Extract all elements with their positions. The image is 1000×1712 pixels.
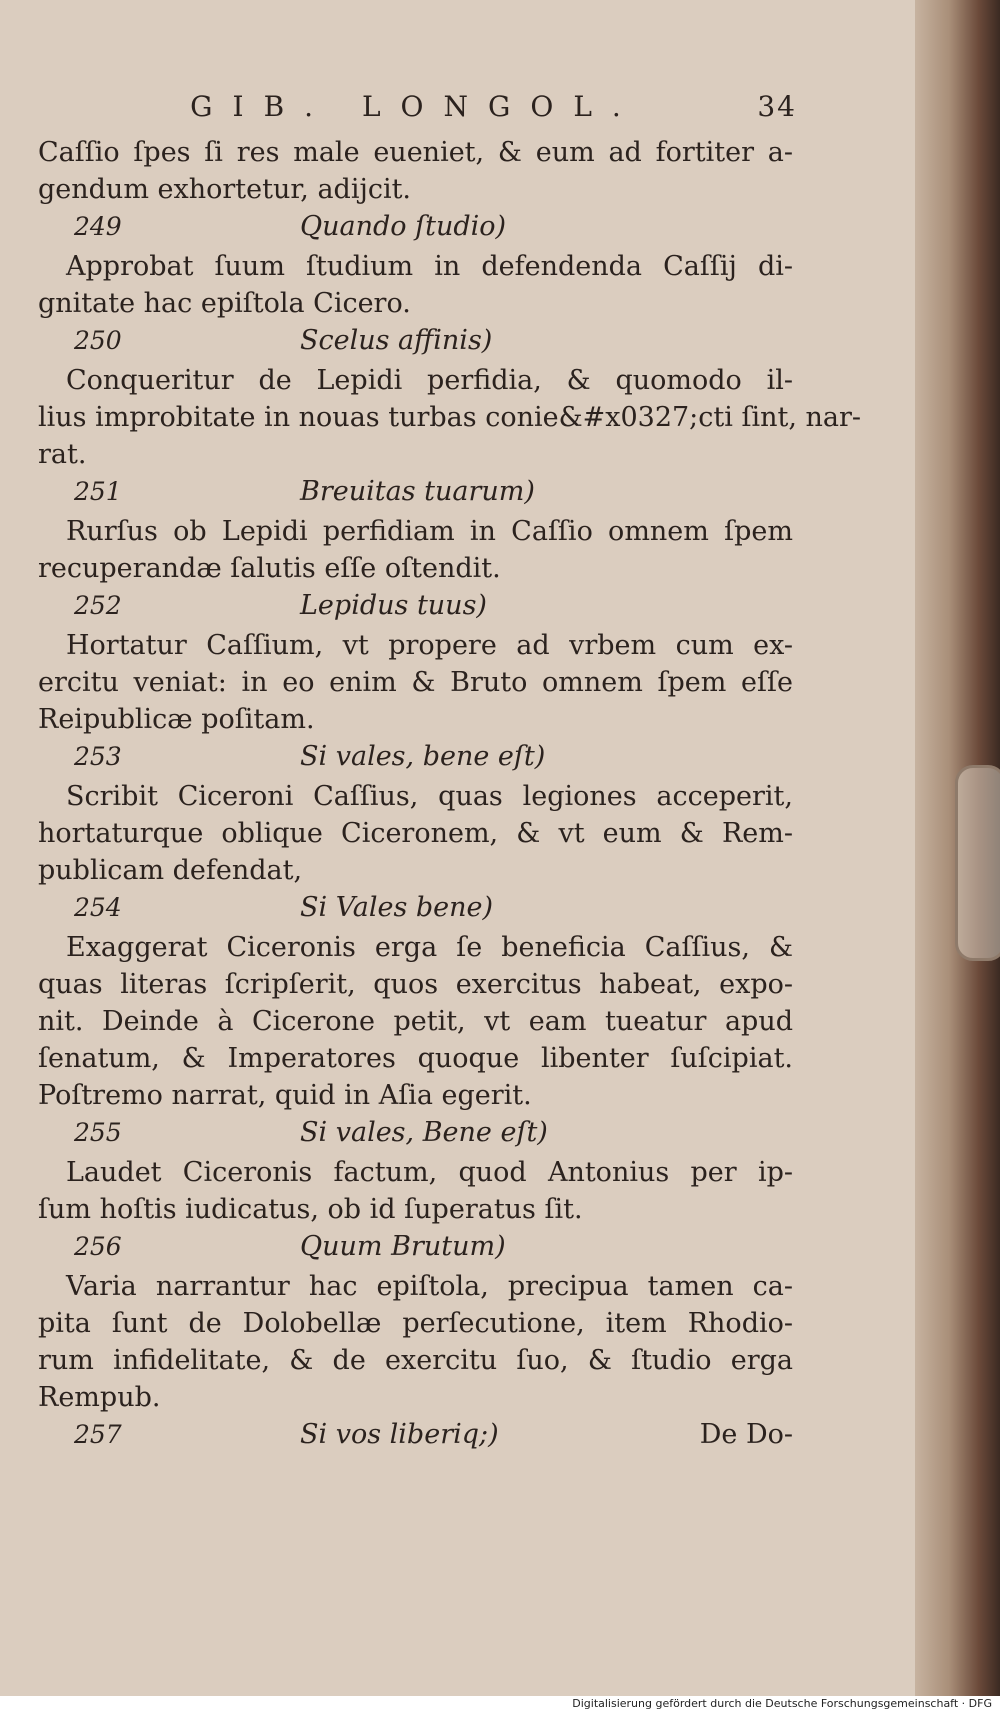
- text-line: Approbat ſuum ſtudium in defendenda Caſſij di-: [66, 251, 793, 282]
- entry-heading: [38, 1228, 793, 1268]
- entry-number: 256: [74, 1232, 122, 1261]
- text-line: Reipublicæ poſitam.: [38, 704, 315, 735]
- text-line: Varia narrantur hac epiſtola, precipua tamen ca-: [66, 1271, 793, 1302]
- entry-title: Breuitas tuarum): [300, 476, 535, 507]
- text-line: ſum hoſtis iudicatus, ob id ſuperatus ſit.: [38, 1194, 583, 1225]
- entry-title: Lepidus tuus): [300, 590, 487, 621]
- entry-number: 250: [74, 326, 122, 355]
- page-text: [38, 88, 862, 1456]
- text-line: ercitu veniat: in eo enim & Bruto omnem ſpem eſſe: [38, 667, 793, 698]
- entry-heading: [38, 587, 793, 627]
- entry-title: Si vales, bene eſt): [300, 741, 546, 772]
- text-line: nit. Deinde à Cicerone petit, vt eam tueatur apud: [38, 1006, 793, 1037]
- entry-number: 255: [74, 1118, 122, 1147]
- entry-heading: [38, 208, 793, 248]
- entry-title: Quando ſtudio): [300, 211, 507, 242]
- entry-title: Si vales, Bene eſt): [300, 1117, 548, 1148]
- text-line: quas literas ſcripſerit, quos exercitus habeat, expo-: [38, 969, 793, 1000]
- footer-credit: Digitalisierung gefördert durch die Deutsche Forschungsgemeinschaft · DFG: [572, 1697, 992, 1710]
- entry-heading: [38, 322, 793, 362]
- entry-number: 252: [74, 591, 122, 620]
- text-line: lius improbitate in nouas turbas conie&#x0327;cti ſint, nar-: [38, 402, 862, 433]
- entry-heading: [38, 473, 793, 513]
- text-line: gendum exhortetur, adijcit.: [38, 174, 412, 205]
- page-clip: [955, 765, 1000, 961]
- entry-title: Scelus affinis): [300, 325, 493, 356]
- entry-title: Si vos liberiq;): [300, 1419, 499, 1450]
- text-line: Caſſio ſpes ſi res male eueniet, & eum ad fortiter a-: [38, 137, 793, 168]
- text-line: pita ſunt de Dolobellæ perſecutione, item Rhodio-: [38, 1308, 793, 1339]
- running-header: [38, 88, 797, 134]
- entry-heading: [38, 1114, 793, 1154]
- text-line: recuperandæ ſalutis eſſe oſtendit.: [38, 553, 501, 584]
- text-line: Rempub.: [38, 1382, 161, 1413]
- text-line: Scribit Ciceroni Caſſius, quas legiones acceperit,: [66, 781, 793, 812]
- entry-title: Si Vales bene): [300, 892, 494, 923]
- entry-title: Quum Brutum): [300, 1231, 506, 1262]
- text-line: Laudet Ciceronis factum, quod Antonius per ip-: [66, 1157, 793, 1188]
- text-line: Exaggerat Ciceronis erga ſe beneficia Caſſius, &: [66, 932, 793, 963]
- page-number: 34: [757, 90, 797, 123]
- running-title: GIB. LONGOL.: [190, 90, 641, 123]
- entry-number: 249: [74, 212, 122, 241]
- text-line: Poſtremo narrat, quid in Aſia egerit.: [38, 1080, 532, 1111]
- entry-heading: [38, 738, 793, 778]
- entry-number: 257: [74, 1420, 122, 1449]
- entry-heading: [38, 889, 793, 929]
- entry-number: 251: [74, 477, 122, 506]
- text-line: ſenatum, & Imperatores quoque libenter ſuſcipiat.: [38, 1043, 793, 1074]
- digitization-footer: [0, 1696, 1000, 1712]
- text-line: Conqueritur de Lepidi perfidia, & quomodo il-: [66, 365, 793, 396]
- catchword: De Do-: [699, 1419, 793, 1450]
- text-line: rum infidelitate, & de exercitu ſuo, & ſtudio erga: [38, 1345, 793, 1376]
- entry-number: 253: [74, 742, 122, 771]
- entry-number: 254: [74, 893, 122, 922]
- text-line: Hortatur Caſſium, vt propere ad vrbem cum ex-: [66, 630, 793, 661]
- text-line: hortaturque oblique Ciceronem, & vt eum & Rem-: [38, 818, 793, 849]
- text-line: rat.: [38, 439, 87, 470]
- text-line: Rurſus ob Lepidi perfidiam in Caſſio omnem ſpem: [66, 516, 793, 547]
- text-line: gnitate hac epiſtola Cicero.: [38, 288, 411, 319]
- text-line: publicam defendat,: [38, 855, 303, 886]
- entry-heading: [38, 1416, 793, 1456]
